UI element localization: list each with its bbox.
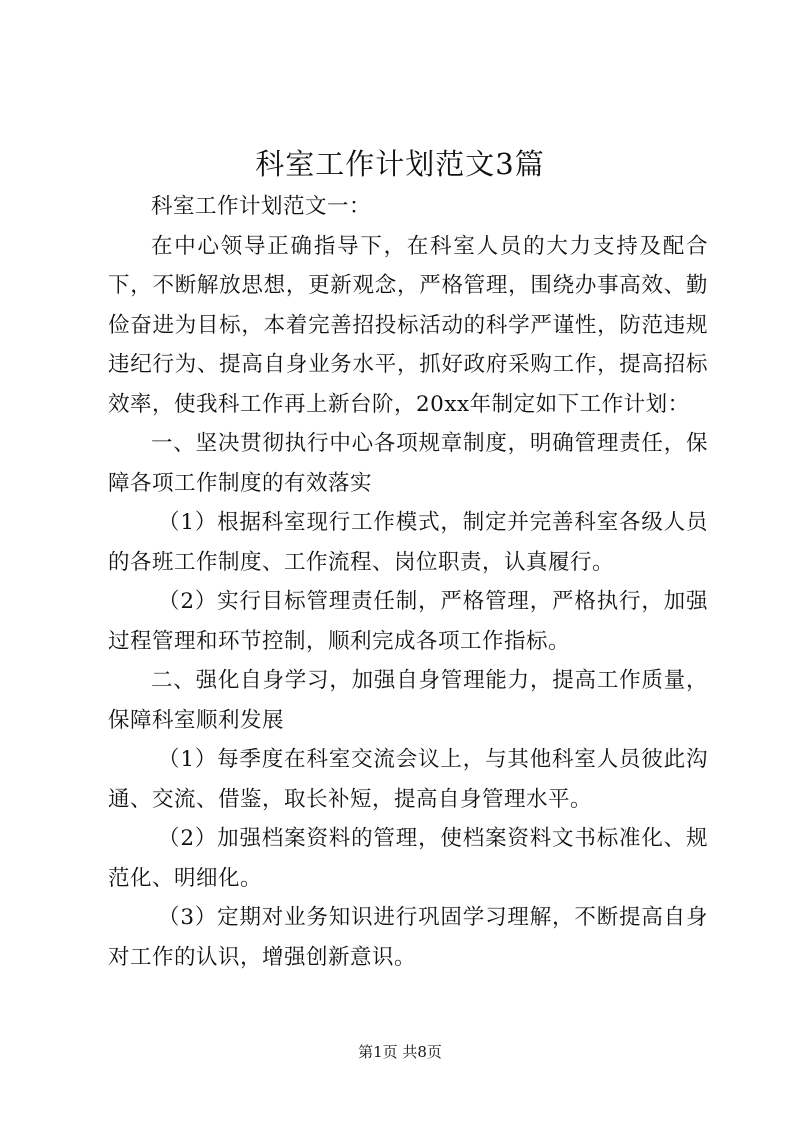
page-number-footer: 第1页 共8页 <box>358 1043 442 1061</box>
paragraph-point-one: 一、坚决贯彻执行中心各项规章制度，明确管理责任，保障各项工作制度的有效落实 <box>108 431 708 496</box>
paragraph-intro: 在中心领导正确指导下，在科室人员的大力支持及配合下，不断解放思想，更新观念，严格管理，围绕办事高效、勤俭奋进为目标，本着完善招投标活动的科学严谨性，防范违规违纪行为、提高自身业务水平，抓好政府采购工作，提高招标效率，使我科工作再上新台阶，20xx年制定如下工作计划： <box>108 233 708 417</box>
paragraph-point-one-item-2: （2）实行目标管理责任制，严格管理，严格执行，加强过程管理和环节控制，顺利完成各项工作指标。 <box>108 589 708 654</box>
paragraph-point-two-item-1: （1）每季度在科室交流会议上，与其他科室人员彼此沟通、交流、借鉴，取长补短，提高自身管理水平。 <box>108 747 708 812</box>
document-body <box>108 187 708 977</box>
paragraph-section-heading: 科室工作计划范文一： <box>151 194 372 219</box>
paragraph-point-one-item-1: （1）根据科室现行工作模式，制定并完善科室各级人员的各班工作制度、工作流程、岗位职责，认真履行。 <box>108 510 708 575</box>
document-title: 科室工作计划范文3篇 <box>255 147 545 181</box>
paragraph-point-two-item-3: （3）定期对业务知识进行巩固学习理解，不断提高自身对工作的认识，增强创新意识。 <box>108 905 708 970</box>
paragraph-point-two-item-2: （2）加强档案资料的管理，使档案资料文书标准化、规范化、明细化。 <box>108 826 708 891</box>
paragraph-point-two: 二、强化自身学习，加强自身管理能力，提高工作质量，保障科室顺利发展 <box>108 668 708 733</box>
